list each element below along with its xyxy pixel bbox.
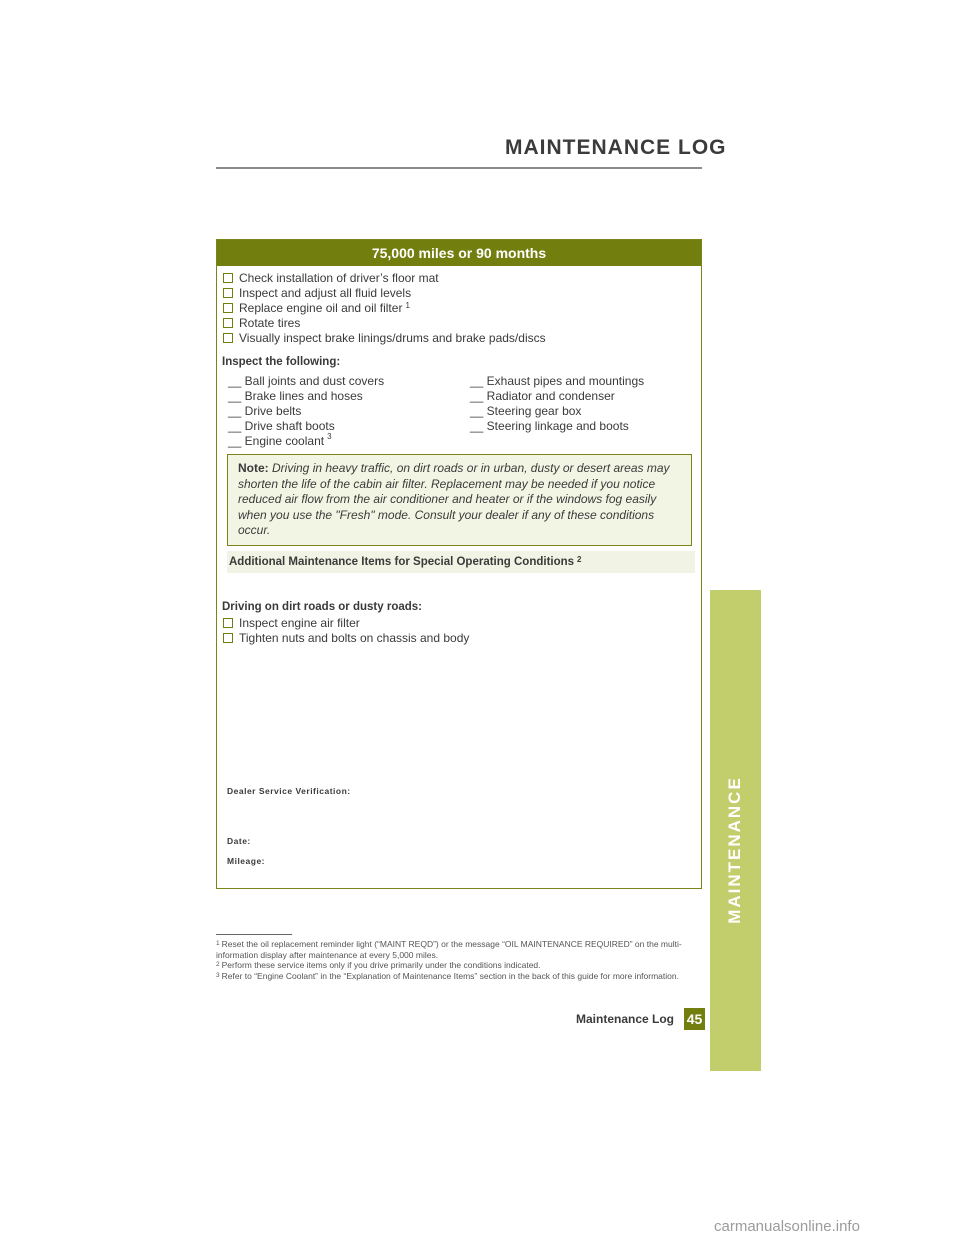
footnote-text: Reset the oil replacement reminder light (“MAINT REQD”) or the message “OIL MAINTENANCE REQUIRED” on the multi-information display after maintenance at every 5,000 miles. (216, 939, 682, 960)
footnote (216, 939, 700, 960)
checkbox[interactable] (223, 333, 233, 343)
side-tab-text: MAINTENANCE (725, 776, 745, 924)
special-conditions-text: Additional Maintenance Items for Special Operating Conditions (229, 556, 575, 568)
checklist-item-text: Tighten nuts and bolts on chassis and body (239, 630, 470, 645)
note-text: Driving in heavy traffic, on dirt roads or in urban, dusty or desert areas may shorten the life of the cabin air filter. Replacement may be needed if you notice reduced air flow from the air conditioner and heater or if the windows fog easily when you use the "Fresh" mode. Consult your dealer if any of these conditions occur. (238, 461, 670, 537)
mileage-label: Mileage: (227, 856, 266, 866)
inspect-list-left (228, 374, 384, 449)
footnote-ref: 2 (577, 555, 582, 564)
checklist-item[interactable] (223, 330, 546, 345)
service-checklist (223, 270, 546, 345)
footnote-ref: 3 (327, 432, 332, 441)
checklist-item-text: Check installation of driver’s floor mat (239, 270, 439, 285)
inspect-item (228, 434, 384, 449)
footnote-number: 2 (216, 961, 220, 968)
footnote-ref: 1 (405, 301, 410, 310)
footnote-number: 1 (216, 940, 220, 947)
checkbox[interactable] (223, 318, 233, 328)
inspect-item (228, 419, 384, 434)
note-box (227, 454, 692, 546)
inspect-list-right (470, 374, 644, 434)
page-title: MAINTENANCE LOG (505, 136, 727, 159)
inspect-item (228, 404, 384, 419)
inspect-item-text: __ Drive shaft boots (228, 419, 335, 433)
inspect-item-text: __ Brake lines and hoses (228, 389, 363, 403)
inspect-item (228, 389, 384, 404)
checkbox[interactable] (223, 633, 233, 643)
special-conditions-heading (227, 551, 695, 573)
inspect-item (228, 374, 384, 389)
dirt-roads-heading: Driving on dirt roads or dusty roads: (222, 601, 422, 613)
footnote (216, 971, 700, 982)
watermark: carmanualsonline.info (714, 1218, 860, 1235)
checklist-item-text: Inspect and adjust all fluid levels (239, 285, 412, 300)
footer-section-label: Maintenance Log (576, 1012, 675, 1026)
checklist-item-text: Visually inspect brake linings/drums and brake pads/discs (239, 330, 546, 345)
footnote-text: Refer to “Engine Coolant” in the “Explanation of Maintenance Items” section in the back of this guide for more information. (221, 970, 679, 981)
footnote-divider (216, 934, 292, 935)
inspect-item: __ Steering linkage and boots (470, 419, 629, 433)
checklist-item-text: Rotate tires (239, 315, 301, 330)
checklist-item[interactable] (223, 615, 469, 630)
title-divider (216, 167, 702, 169)
checklist-item[interactable] (223, 270, 546, 285)
checklist-item-text: Inspect engine air filter (239, 615, 360, 630)
inspect-item-text: __ Engine coolant (228, 434, 325, 448)
checkbox[interactable] (223, 303, 233, 313)
footnotes (216, 939, 700, 981)
interval-header: 75,000 miles or 90 months (217, 240, 701, 266)
checklist-item[interactable] (223, 285, 546, 300)
checkbox[interactable] (223, 618, 233, 628)
inspect-item: __ Steering gear box (470, 404, 582, 418)
inspect-item-text: __ Ball joints and dust covers (228, 374, 385, 388)
inspect-item-text: __ Drive belts (228, 404, 302, 418)
note-label: Note: (238, 461, 269, 475)
checkbox[interactable] (223, 288, 233, 298)
inspect-heading: Inspect the following: (222, 356, 341, 368)
page-number: 45 (684, 1008, 705, 1030)
checkbox[interactable] (223, 273, 233, 283)
checklist-item[interactable] (223, 300, 546, 315)
date-label: Date: (227, 836, 251, 846)
section-side-tab-label (711, 760, 759, 940)
maintenance-card (216, 239, 702, 889)
inspect-item: __ Exhaust pipes and mountings (470, 374, 645, 388)
dirt-roads-checklist (223, 615, 469, 645)
checklist-item-text: Replace engine oil and oil filter (239, 300, 403, 315)
footnote (216, 960, 700, 971)
dealer-verification-label: Dealer Service Verification: (227, 786, 351, 796)
inspect-item: __ Radiator and condenser (470, 389, 615, 403)
footnote-text: Perform these service items only if you drive primarily under the conditions indicated. (221, 960, 541, 970)
checklist-item[interactable] (223, 315, 546, 330)
footnote-number: 3 (216, 971, 220, 979)
checklist-item[interactable] (223, 630, 469, 645)
